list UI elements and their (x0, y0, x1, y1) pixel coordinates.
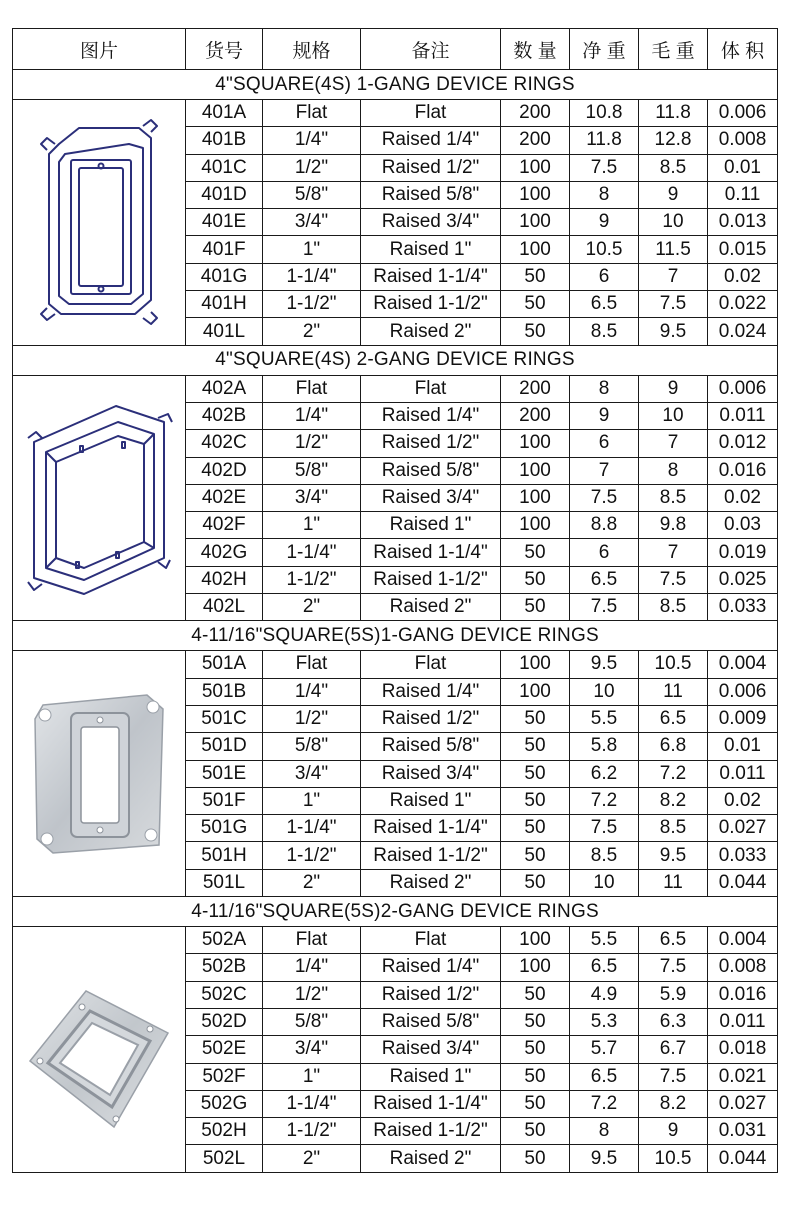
header-net-weight: 净 重 (570, 29, 639, 70)
cell-gross-weight: 6.5 (639, 927, 708, 954)
cell-item-no: 402D (186, 457, 263, 484)
cell-volume: 0.006 (708, 375, 778, 402)
cell-spec: 5/8" (263, 733, 361, 760)
cell-volume: 0.012 (708, 430, 778, 457)
cell-gross-weight: 8.5 (639, 815, 708, 842)
cell-remark: Raised 5/8" (361, 733, 501, 760)
cell-gross-weight: 10.5 (639, 1145, 708, 1172)
cell-remark: Raised 2" (361, 318, 501, 345)
cell-remark: Raised 1-1/2" (361, 1118, 501, 1145)
cell-item-no: 501L (186, 869, 263, 896)
cell-spec: 1/4" (263, 678, 361, 705)
cell-quantity: 50 (501, 263, 570, 290)
cell-gross-weight: 9 (639, 375, 708, 402)
cell-volume: 0.033 (708, 842, 778, 869)
cell-spec: 1/2" (263, 154, 361, 181)
cell-item-no: 402A (186, 375, 263, 402)
cell-volume: 0.044 (708, 869, 778, 896)
cell-volume: 0.025 (708, 566, 778, 593)
cell-quantity: 50 (501, 705, 570, 732)
cell-spec: 1/2" (263, 430, 361, 457)
cell-remark: Raised 2" (361, 869, 501, 896)
cell-gross-weight: 8.5 (639, 594, 708, 621)
cell-quantity: 50 (501, 787, 570, 814)
cell-spec: 5/8" (263, 457, 361, 484)
product-spec-sheet (12, 28, 777, 1173)
cell-net-weight: 7.5 (570, 594, 639, 621)
cell-item-no: 401D (186, 181, 263, 208)
section-4s-2-gang-title-row (13, 345, 778, 375)
cell-quantity: 50 (501, 566, 570, 593)
cell-quantity: 200 (501, 402, 570, 429)
header-spec: 规格 (263, 29, 361, 70)
cell-spec: Flat (263, 651, 361, 678)
cell-item-no: 501F (186, 787, 263, 814)
product-image-cell (13, 927, 186, 1173)
cell-spec: 1" (263, 1063, 361, 1090)
cell-gross-weight: 11 (639, 678, 708, 705)
cell-item-no: 402C (186, 430, 263, 457)
cell-spec: 1/4" (263, 402, 361, 429)
table-row (13, 651, 778, 678)
cell-quantity: 100 (501, 678, 570, 705)
cell-gross-weight: 8 (639, 457, 708, 484)
cell-item-no: 501B (186, 678, 263, 705)
cell-quantity: 50 (501, 291, 570, 318)
cell-item-no: 501H (186, 842, 263, 869)
cell-net-weight: 5.8 (570, 733, 639, 760)
table-row (13, 100, 778, 127)
cell-spec: Flat (263, 927, 361, 954)
cell-volume: 0.027 (708, 815, 778, 842)
cell-spec: 1" (263, 512, 361, 539)
cell-quantity: 50 (501, 733, 570, 760)
cell-volume: 0.044 (708, 1145, 778, 1172)
cell-net-weight: 8.5 (570, 842, 639, 869)
cell-net-weight: 11.8 (570, 127, 639, 154)
cell-item-no: 402H (186, 566, 263, 593)
cell-remark: Raised 5/8" (361, 1008, 501, 1035)
cell-item-no: 502A (186, 927, 263, 954)
cell-remark: Raised 1-1/4" (361, 815, 501, 842)
cell-item-no: 501A (186, 651, 263, 678)
cell-volume: 0.027 (708, 1090, 778, 1117)
cell-gross-weight: 8.5 (639, 154, 708, 181)
cell-spec: 3/4" (263, 484, 361, 511)
cell-volume: 0.016 (708, 457, 778, 484)
cell-spec: 1-1/2" (263, 566, 361, 593)
cell-remark: Raised 1-1/4" (361, 1090, 501, 1117)
cell-item-no: 501C (186, 705, 263, 732)
cell-gross-weight: 10.5 (639, 651, 708, 678)
cell-volume: 0.033 (708, 594, 778, 621)
cell-gross-weight: 8.2 (639, 787, 708, 814)
1-gang-ring-photo-icon (29, 689, 169, 859)
cell-spec: 3/4" (263, 209, 361, 236)
cell-remark: Raised 1/2" (361, 981, 501, 1008)
cell-gross-weight: 7 (639, 539, 708, 566)
cell-item-no: 401F (186, 236, 263, 263)
cell-volume: 0.006 (708, 678, 778, 705)
cell-gross-weight: 6.7 (639, 1036, 708, 1063)
cell-volume: 0.008 (708, 127, 778, 154)
cell-quantity: 100 (501, 651, 570, 678)
cell-item-no: 502D (186, 1008, 263, 1035)
cell-net-weight: 10 (570, 678, 639, 705)
section-title: 4-11/16"SQUARE(5S)1-GANG DEVICE RINGS (13, 621, 778, 651)
cell-quantity: 100 (501, 209, 570, 236)
cell-spec: 1-1/2" (263, 1118, 361, 1145)
cell-remark: Raised 1/2" (361, 705, 501, 732)
cell-gross-weight: 6.3 (639, 1008, 708, 1035)
cell-gross-weight: 7.5 (639, 291, 708, 318)
cell-spec: 2" (263, 594, 361, 621)
cell-gross-weight: 9.5 (639, 318, 708, 345)
cell-gross-weight: 6.5 (639, 705, 708, 732)
cell-volume: 0.013 (708, 209, 778, 236)
cell-spec: 1/4" (263, 954, 361, 981)
cell-remark: Raised 5/8" (361, 181, 501, 208)
cell-net-weight: 6 (570, 263, 639, 290)
cell-net-weight: 10 (570, 869, 639, 896)
cell-volume: 0.015 (708, 236, 778, 263)
cell-quantity: 50 (501, 981, 570, 1008)
cell-remark: Flat (361, 100, 501, 127)
cell-net-weight: 7.2 (570, 1090, 639, 1117)
cell-net-weight: 6 (570, 430, 639, 457)
cell-item-no: 502F (186, 1063, 263, 1090)
cell-net-weight: 9.5 (570, 1145, 639, 1172)
cell-net-weight: 5.5 (570, 927, 639, 954)
cell-quantity: 50 (501, 869, 570, 896)
cell-item-no: 402F (186, 512, 263, 539)
cell-volume: 0.011 (708, 760, 778, 787)
cell-gross-weight: 7 (639, 430, 708, 457)
cell-volume: 0.11 (708, 181, 778, 208)
cell-net-weight: 6 (570, 539, 639, 566)
cell-gross-weight: 7.5 (639, 954, 708, 981)
cell-net-weight: 7.5 (570, 154, 639, 181)
cell-remark: Raised 3/4" (361, 484, 501, 511)
cell-item-no: 502H (186, 1118, 263, 1145)
cell-quantity: 200 (501, 375, 570, 402)
cell-quantity: 50 (501, 842, 570, 869)
cell-remark: Raised 2" (361, 594, 501, 621)
cell-quantity: 100 (501, 457, 570, 484)
cell-net-weight: 7.5 (570, 815, 639, 842)
cell-volume: 0.03 (708, 512, 778, 539)
cell-spec: 1-1/4" (263, 1090, 361, 1117)
cell-item-no: 401H (186, 291, 263, 318)
cell-spec: 1/4" (263, 127, 361, 154)
section-5s-2-gang-title-row (13, 897, 778, 927)
cell-net-weight: 8 (570, 181, 639, 208)
cell-remark: Flat (361, 651, 501, 678)
cell-net-weight: 9 (570, 402, 639, 429)
cell-remark: Raised 3/4" (361, 209, 501, 236)
cell-quantity: 50 (501, 1036, 570, 1063)
cell-gross-weight: 9.5 (639, 842, 708, 869)
section-4s-1-gang-title-row (13, 70, 778, 100)
cell-net-weight: 9.5 (570, 651, 639, 678)
cell-net-weight: 4.9 (570, 981, 639, 1008)
cell-spec: 5/8" (263, 181, 361, 208)
cell-net-weight: 8 (570, 375, 639, 402)
cell-gross-weight: 5.9 (639, 981, 708, 1008)
cell-remark: Raised 1/4" (361, 678, 501, 705)
cell-remark: Raised 1/2" (361, 154, 501, 181)
2-gang-ring-photo-icon (24, 949, 174, 1149)
cell-remark: Raised 1-1/2" (361, 566, 501, 593)
header-row (13, 29, 778, 70)
cell-remark: Raised 3/4" (361, 760, 501, 787)
cell-remark: Raised 1" (361, 1063, 501, 1090)
cell-item-no: 402E (186, 484, 263, 511)
cell-item-no: 401C (186, 154, 263, 181)
cell-remark: Raised 1-1/2" (361, 291, 501, 318)
cell-net-weight: 5.3 (570, 1008, 639, 1035)
cell-gross-weight: 8.5 (639, 484, 708, 511)
cell-spec: 5/8" (263, 1008, 361, 1035)
cell-net-weight: 8.8 (570, 512, 639, 539)
cell-gross-weight: 9 (639, 181, 708, 208)
cell-item-no: 402L (186, 594, 263, 621)
cell-net-weight: 6.5 (570, 954, 639, 981)
cell-volume: 0.011 (708, 402, 778, 429)
cell-volume: 0.016 (708, 981, 778, 1008)
cell-net-weight: 5.5 (570, 705, 639, 732)
section-title: 4"SQUARE(4S) 2-GANG DEVICE RINGS (13, 345, 778, 375)
cell-quantity: 100 (501, 954, 570, 981)
cell-gross-weight: 9.8 (639, 512, 708, 539)
header-remark: 备注 (361, 29, 501, 70)
cell-remark: Raised 1" (361, 236, 501, 263)
product-table (12, 28, 778, 1173)
cell-gross-weight: 10 (639, 209, 708, 236)
cell-item-no: 401A (186, 100, 263, 127)
cell-remark: Raised 1-1/2" (361, 842, 501, 869)
cell-gross-weight: 11.8 (639, 100, 708, 127)
section-title: 4"SQUARE(4S) 1-GANG DEVICE RINGS (13, 70, 778, 100)
cell-item-no: 502G (186, 1090, 263, 1117)
cell-volume: 0.021 (708, 1063, 778, 1090)
cell-quantity: 50 (501, 1118, 570, 1145)
cell-item-no: 502E (186, 1036, 263, 1063)
cell-volume: 0.031 (708, 1118, 778, 1145)
cell-net-weight: 7.2 (570, 787, 639, 814)
cell-quantity: 50 (501, 1090, 570, 1117)
cell-remark: Raised 1" (361, 787, 501, 814)
cell-quantity: 50 (501, 318, 570, 345)
cell-item-no: 502B (186, 954, 263, 981)
cell-volume: 0.018 (708, 1036, 778, 1063)
cell-spec: 1-1/4" (263, 263, 361, 290)
cell-quantity: 50 (501, 815, 570, 842)
cell-gross-weight: 11 (639, 869, 708, 896)
header-quantity: 数 量 (501, 29, 570, 70)
cell-gross-weight: 7 (639, 263, 708, 290)
cell-net-weight: 10.8 (570, 100, 639, 127)
cell-spec: 1-1/4" (263, 539, 361, 566)
cell-remark: Raised 2" (361, 1145, 501, 1172)
cell-net-weight: 6.5 (570, 291, 639, 318)
cell-gross-weight: 7.5 (639, 566, 708, 593)
product-image-cell (13, 100, 186, 346)
cell-remark: Raised 1/4" (361, 954, 501, 981)
1-gang-ring-line-drawing-icon (39, 114, 159, 330)
cell-spec: Flat (263, 375, 361, 402)
cell-spec: 2" (263, 318, 361, 345)
cell-volume: 0.01 (708, 733, 778, 760)
cell-remark: Raised 1/2" (361, 430, 501, 457)
cell-quantity: 100 (501, 236, 570, 263)
cell-item-no: 402B (186, 402, 263, 429)
cell-remark: Raised 1-1/4" (361, 539, 501, 566)
cell-item-no: 501G (186, 815, 263, 842)
cell-net-weight: 9 (570, 209, 639, 236)
cell-volume: 0.004 (708, 651, 778, 678)
cell-gross-weight: 11.5 (639, 236, 708, 263)
cell-quantity: 100 (501, 512, 570, 539)
header-volume: 体 积 (708, 29, 778, 70)
header-item-no: 货号 (186, 29, 263, 70)
product-image-cell (13, 651, 186, 897)
cell-volume: 0.024 (708, 318, 778, 345)
cell-item-no: 502L (186, 1145, 263, 1172)
section-title: 4-11/16"SQUARE(5S)2-GANG DEVICE RINGS (13, 897, 778, 927)
cell-gross-weight: 12.8 (639, 127, 708, 154)
cell-volume: 0.006 (708, 100, 778, 127)
table-row (13, 375, 778, 402)
cell-quantity: 200 (501, 100, 570, 127)
cell-net-weight: 10.5 (570, 236, 639, 263)
cell-item-no: 501E (186, 760, 263, 787)
cell-net-weight: 7 (570, 457, 639, 484)
cell-spec: Flat (263, 100, 361, 127)
cell-remark: Flat (361, 927, 501, 954)
cell-quantity: 50 (501, 1063, 570, 1090)
cell-quantity: 50 (501, 594, 570, 621)
cell-volume: 0.019 (708, 539, 778, 566)
table-row (13, 927, 778, 954)
cell-quantity: 100 (501, 430, 570, 457)
cell-spec: 1-1/4" (263, 815, 361, 842)
cell-volume: 0.022 (708, 291, 778, 318)
cell-net-weight: 6.5 (570, 1063, 639, 1090)
cell-spec: 2" (263, 869, 361, 896)
cell-gross-weight: 6.8 (639, 733, 708, 760)
cell-quantity: 100 (501, 154, 570, 181)
cell-net-weight: 6.5 (570, 566, 639, 593)
cell-remark: Raised 3/4" (361, 1036, 501, 1063)
cell-volume: 0.011 (708, 1008, 778, 1035)
cell-spec: 2" (263, 1145, 361, 1172)
cell-spec: 1/2" (263, 981, 361, 1008)
cell-item-no: 401E (186, 209, 263, 236)
cell-net-weight: 6.2 (570, 760, 639, 787)
cell-gross-weight: 9 (639, 1118, 708, 1145)
cell-volume: 0.02 (708, 263, 778, 290)
cell-spec: 1-1/2" (263, 842, 361, 869)
cell-quantity: 100 (501, 484, 570, 511)
cell-quantity: 100 (501, 927, 570, 954)
cell-spec: 1" (263, 236, 361, 263)
cell-remark: Raised 1/4" (361, 402, 501, 429)
cell-gross-weight: 7.5 (639, 1063, 708, 1090)
cell-quantity: 50 (501, 1145, 570, 1172)
cell-spec: 3/4" (263, 760, 361, 787)
cell-remark: Raised 5/8" (361, 457, 501, 484)
cell-gross-weight: 7.2 (639, 760, 708, 787)
header-gross-weight: 毛 重 (639, 29, 708, 70)
cell-remark: Raised 1" (361, 512, 501, 539)
header-image: 图片 (13, 29, 186, 70)
cell-quantity: 50 (501, 1008, 570, 1035)
cell-item-no: 501D (186, 733, 263, 760)
cell-spec: 1-1/2" (263, 291, 361, 318)
cell-net-weight: 8 (570, 1118, 639, 1145)
cell-gross-weight: 10 (639, 402, 708, 429)
cell-quantity: 50 (501, 539, 570, 566)
cell-net-weight: 8.5 (570, 318, 639, 345)
cell-volume: 0.02 (708, 484, 778, 511)
2-gang-ring-line-drawing-icon (24, 398, 174, 598)
cell-volume: 0.009 (708, 705, 778, 732)
cell-volume: 0.02 (708, 787, 778, 814)
cell-spec: 3/4" (263, 1036, 361, 1063)
cell-net-weight: 5.7 (570, 1036, 639, 1063)
product-image-cell (13, 375, 186, 621)
cell-net-weight: 7.5 (570, 484, 639, 511)
cell-remark: Flat (361, 375, 501, 402)
cell-quantity: 200 (501, 127, 570, 154)
cell-remark: Raised 1/4" (361, 127, 501, 154)
cell-item-no: 401B (186, 127, 263, 154)
section-5s-1-gang-title-row (13, 621, 778, 651)
cell-item-no: 401G (186, 263, 263, 290)
cell-gross-weight: 8.2 (639, 1090, 708, 1117)
cell-remark: Raised 1-1/4" (361, 263, 501, 290)
cell-quantity: 100 (501, 181, 570, 208)
cell-item-no: 401L (186, 318, 263, 345)
cell-item-no: 402G (186, 539, 263, 566)
cell-volume: 0.008 (708, 954, 778, 981)
cell-spec: 1" (263, 787, 361, 814)
cell-volume: 0.01 (708, 154, 778, 181)
cell-quantity: 50 (501, 760, 570, 787)
cell-item-no: 502C (186, 981, 263, 1008)
cell-spec: 1/2" (263, 705, 361, 732)
cell-volume: 0.004 (708, 927, 778, 954)
